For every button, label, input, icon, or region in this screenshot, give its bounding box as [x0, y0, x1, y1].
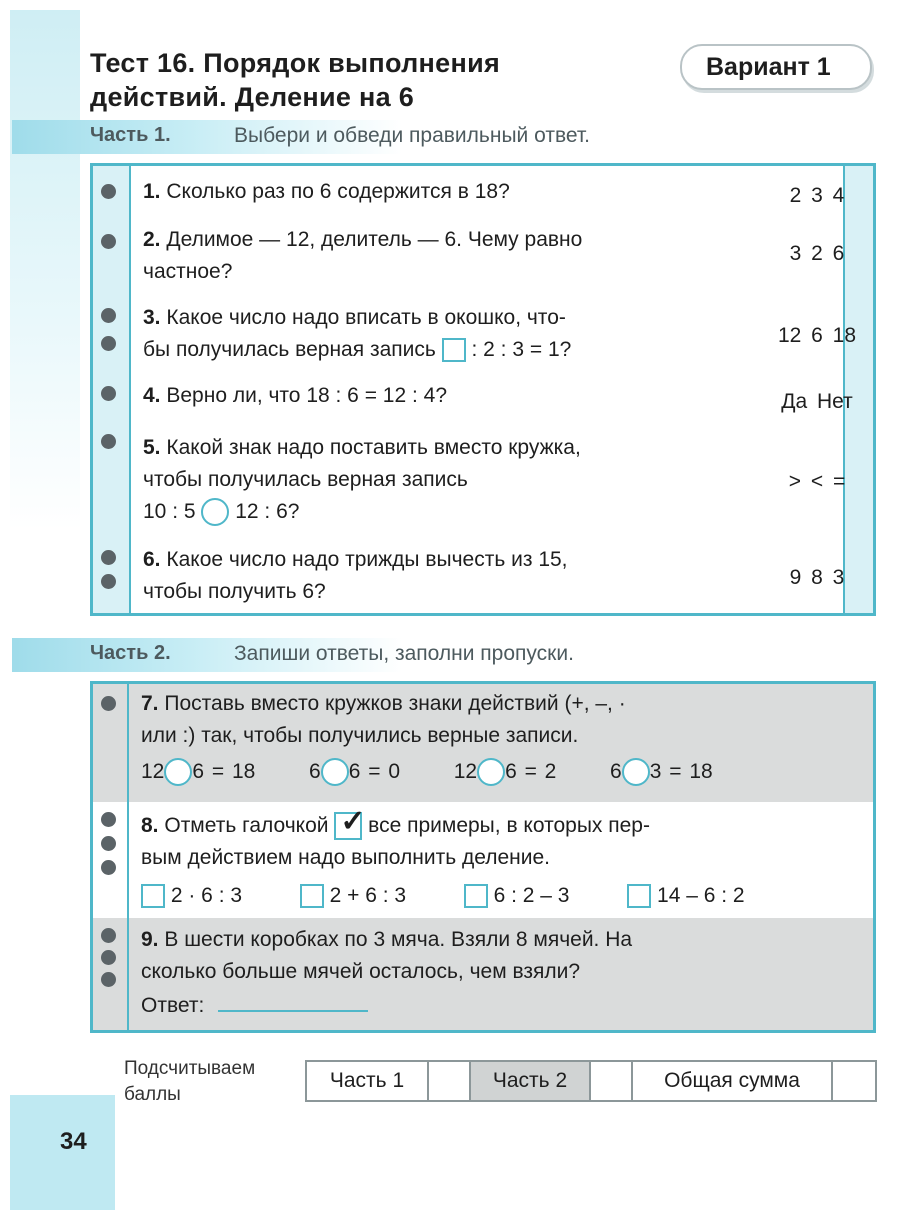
question-text: Верно ли, что 18 : 6 = 12 : 4? — [166, 384, 448, 407]
score-label: Подсчитываем баллы — [124, 1058, 256, 1105]
difficulty-dot — [101, 184, 116, 199]
question-number: 5. — [143, 436, 161, 459]
variant-badge: Вариант 1 — [680, 44, 872, 90]
score-part2-cell[interactable] — [591, 1062, 633, 1100]
question-number: 7. — [141, 692, 159, 715]
difficulty-dot — [101, 434, 116, 449]
question-text: бы получилась верная запись — [143, 338, 436, 361]
sign-circle[interactable] — [622, 758, 650, 786]
question-text: Поставь вместо кружков знаки действий (+, –, · — [164, 692, 626, 715]
question-row-8 — [93, 802, 873, 918]
question-text: 10 : 5 — [143, 500, 196, 523]
question-text: Какой знак надо поставить вместо кружка, — [166, 436, 581, 459]
difficulty-dot — [101, 308, 116, 323]
part2-instruction: Запиши ответы, заполни пропуски. — [234, 642, 574, 665]
option-label: 6 : 2 – 3 — [493, 884, 570, 907]
answer-box[interactable] — [442, 338, 466, 362]
score-total-label: Общая сумма — [633, 1062, 833, 1100]
part1-label: Часть 1. — [90, 124, 171, 146]
option-label: 14 – 6 : 2 — [657, 884, 745, 907]
option-label: 2 + 6 : 3 — [329, 884, 407, 907]
answer-options[interactable]: Да Нет — [781, 390, 853, 413]
question-row-3 — [93, 302, 873, 372]
question-number: 9. — [141, 928, 159, 951]
answer-label: Ответ: — [141, 994, 205, 1017]
sign-circle[interactable] — [477, 758, 505, 786]
question-text: вым действием надо выполнить деление. — [141, 846, 551, 869]
part1-header — [12, 120, 722, 154]
question-number: 8. — [141, 814, 159, 837]
column-divider — [127, 684, 129, 1030]
option-label: 2 · 6 : 3 — [170, 884, 243, 907]
question-row-1 — [93, 174, 873, 214]
question-number: 6. — [143, 548, 161, 571]
answer-circle[interactable] — [201, 498, 229, 526]
difficulty-dot — [101, 336, 116, 351]
question-text: Сколько раз по 6 содержится в 18? — [166, 180, 510, 203]
answer-options[interactable]: > < = — [788, 470, 846, 493]
question-row-7 — [93, 684, 873, 802]
difficulty-dot — [101, 972, 116, 987]
difficulty-dot — [101, 696, 116, 711]
question-text: частное? — [143, 260, 233, 283]
question-number: 4. — [143, 384, 161, 407]
score-part1-cell[interactable] — [429, 1062, 471, 1100]
option-checkbox[interactable] — [627, 884, 651, 908]
title-line-2: действий. Деление на 6 — [90, 82, 415, 112]
question-row-4 — [93, 380, 873, 420]
part2-table — [90, 681, 876, 1033]
question-number: 2. — [143, 228, 161, 251]
difficulty-dot — [101, 574, 116, 589]
difficulty-dot — [101, 836, 116, 851]
question-row-5 — [93, 432, 873, 532]
question-row-2 — [93, 224, 873, 294]
equations-row: 12 6 = 18 6 6 = 0 12 6 = 2 6 3 = 18 — [141, 756, 861, 788]
option-checkbox[interactable] — [141, 884, 165, 908]
sign-circle[interactable] — [321, 758, 349, 786]
answer-options[interactable]: 12 6 18 — [777, 324, 857, 347]
difficulty-dot — [101, 928, 116, 943]
answer-options[interactable]: 2 3 4 — [789, 184, 845, 207]
page-number: 34 — [60, 1128, 87, 1155]
question-row-6 — [93, 544, 873, 614]
difficulty-dot — [101, 550, 116, 565]
page-title — [90, 46, 500, 114]
part2-label: Часть 2. — [90, 642, 171, 664]
part1-instruction: Выбери и обведи правильный ответ. — [234, 124, 590, 147]
part2-header — [12, 638, 722, 672]
answer-options[interactable]: 9 8 3 — [789, 566, 845, 589]
difficulty-dot — [101, 950, 116, 965]
difficulty-dot — [101, 386, 116, 401]
question-text: : 2 : 3 = 1? — [471, 338, 572, 361]
difficulty-dot — [101, 234, 116, 249]
score-total-cell[interactable] — [833, 1062, 875, 1100]
question-text: 12 : 6? — [235, 500, 300, 523]
option-checkbox[interactable] — [464, 884, 488, 908]
question-row-9 — [93, 918, 873, 1030]
question-text: или :) так, чтобы получились верные записи. — [141, 724, 579, 747]
question-text: Какое число надо трижды вычесть из 15, — [166, 548, 568, 571]
question-number: 1. — [143, 180, 161, 203]
question-text: Отметь галочкой — [164, 814, 329, 837]
score-table — [305, 1060, 877, 1102]
difficulty-dot — [101, 860, 116, 875]
sample-checkbox — [334, 805, 366, 840]
left-decor-strip — [10, 10, 80, 530]
question-text: Делимое — 12, делитель — 6. Чему равно — [166, 228, 583, 251]
question-text: Какое число надо вписать в окошко, что- — [166, 306, 566, 329]
sign-circle[interactable] — [164, 758, 192, 786]
question-text: чтобы получилась верная запись — [143, 468, 468, 491]
answer-options[interactable]: 3 2 6 — [789, 242, 845, 265]
question-text: сколько больше мячей осталось, чем взяли? — [141, 960, 581, 983]
part1-table — [90, 163, 876, 616]
question-text: все примеры, в которых пер- — [368, 814, 650, 837]
title-line-1: Тест 16. Порядок выполнения — [90, 48, 501, 78]
options-row — [141, 880, 861, 912]
answer-line[interactable] — [218, 992, 368, 1012]
question-text: В шести коробках по 3 мяча. Взяли 8 мячей. На — [164, 928, 633, 951]
checkmark-icon: ✓ — [340, 805, 366, 839]
score-part1-label: Часть 1 — [307, 1062, 429, 1100]
difficulty-dot — [101, 812, 116, 827]
option-checkbox[interactable] — [300, 884, 324, 908]
question-text: чтобы получить 6? — [143, 580, 326, 603]
question-number: 3. — [143, 306, 161, 329]
score-part2-label: Часть 2 — [471, 1062, 591, 1100]
